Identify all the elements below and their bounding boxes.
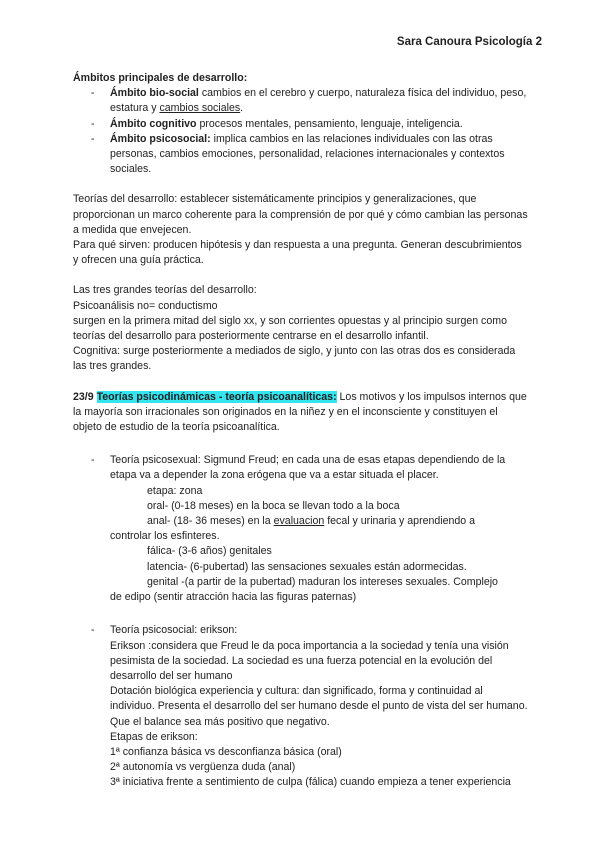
list-item: - Ámbito bio-social cambios en el cerebro y cuerpo, naturaleza física del individuo, peso, estatura y cambios sociales.: [110, 86, 528, 116]
ambitos-list: [73, 86, 528, 177]
paragraph: Para qué sirven: producen hipótesis y dan respuesta a una pregunta. Generan descubrimientos y ofrecen una guía práctica.: [73, 239, 522, 267]
paragraph: Teorías del desarrollo: establecer sistemáticamente principios y generalizaciones, que proporcionan un marco coherente para la comprensión de por qué y cómo cambian las personas a medida que envejecen.: [73, 193, 528, 236]
ambitos-title: Ámbitos principales de desarrollo:: [73, 72, 248, 84]
freud-list: [73, 453, 528, 605]
list-item: - Ámbito cognitivo procesos mentales, pensamiento, lenguaje, inteligencia.: [110, 117, 528, 132]
paragraph: Psicoanálisis no= conductismo: [73, 299, 218, 312]
list-item: - Teoría psicosexual: Sigmund Freud; en cada una de esas etapas dependiendo de la etapa va a depender la zona erógena que va a estar situada el placer. etapa: zona oral- (0-18 meses) en la boca se llevan todo a la boca anal- (18- 36 meses) en la evaluacion fecal y urinaria y aprendiendo a controlar los esfinteres. fálica- (3-6 años) genitales latencia- (6-pubertad) las sensaciones sexuales están adormecidas. genital -(a partir de la pubertad) maduran los intereses sexuales. Complejo de edipo (sentir atracción hacia las figuras paternas): [110, 453, 528, 605]
highlighted-heading: Teorías psicodinámicas - teoría psicoanalíticas:: [96, 390, 337, 403]
link-evaluacion: evaluacion: [273, 515, 325, 528]
erikson-list: [73, 623, 528, 790]
paragraph: Cognitiva: surge posteriormente a mediados de siglo, y junto con las otras dos es considerada las tres grandes.: [73, 345, 516, 373]
psicodinamicas-paragraph: 23/9 Teorías psicodinámicas - teoría psicoanalíticas: Los motivos y los impulsos internos que la mayoría son irracionales son originados en la niñez y en el inconsciente y constituyen el objeto de estudio de la teoría psicoanalítica.: [73, 390, 527, 434]
paragraph: surgen en la primera mitad del siglo xx, y son corrientes opuestas y al principio surgen como teorías del desarrollo para posteriormente centrarse en el desarrollo infantil.: [73, 314, 507, 343]
link-cambios-sociales: cambios sociales: [159, 102, 241, 115]
list-item: - Ámbito psicosocial: implica cambios en las relaciones individuales con las otras personas, cambios emociones, personalidad, relaciones internacionales y contextos sociales.: [110, 132, 528, 178]
list-item: - Teoría psicosocial: erikson: Erikson :considera que Freud le da poca importancia a la sociedad y tenía una visión pesimista de la sociedad. La sociedad es una fuerza potencial en la evolución del desarrollo del ser humano Dotación biológica experiencia y cultura: dan significado, forma y continuidad al individuo. Presenta el desarrollo del ser humano desde el punto de vista del ser humano. Que el balance sea más positivo que negativo. Etapas de erikson: 1ª confianza básica vs desconfianza básica (oral) 2ª autonomía vs vergüenza duda (anal) 3ª iniciativa frente a sentimiento de culpa (fálica) cuando empieza a tener experiencia: [110, 623, 528, 790]
document-body: [73, 71, 528, 791]
paragraph: Las tres grandes teorías del desarrollo:: [73, 284, 257, 297]
page-header: Sara Canoura Psicología 2: [396, 36, 542, 48]
